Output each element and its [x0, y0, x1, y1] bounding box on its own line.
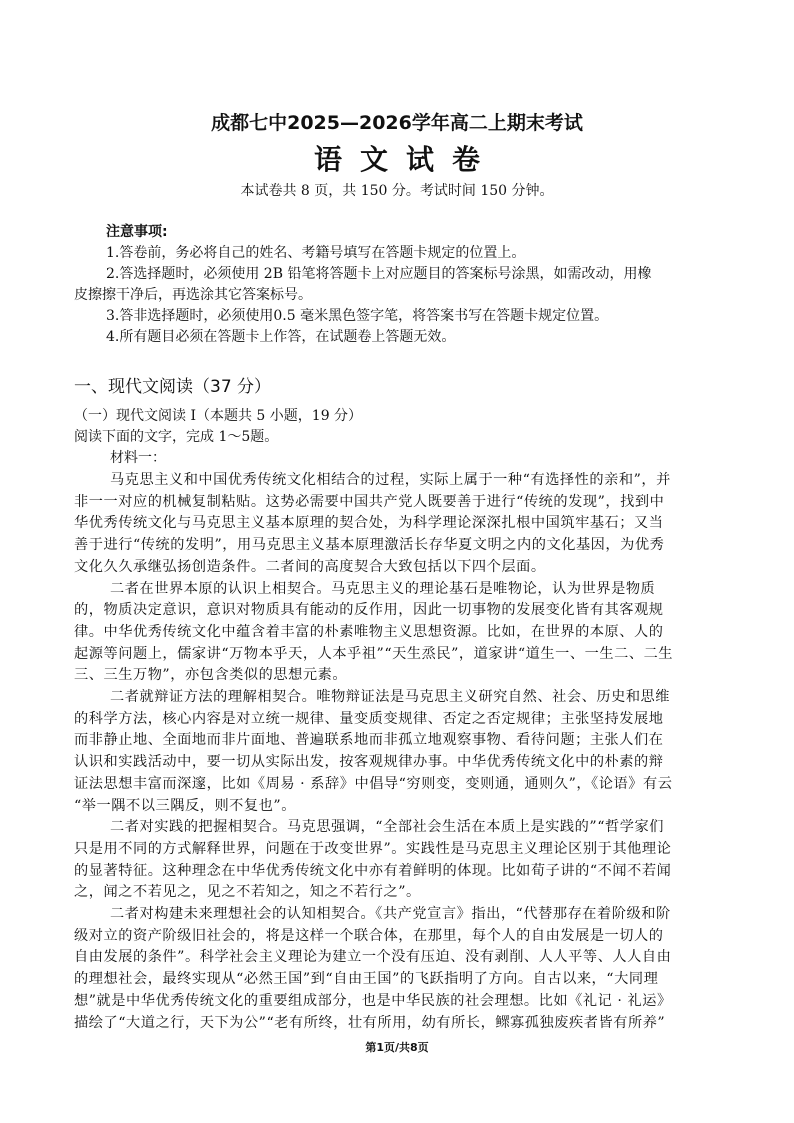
- passage-line: 只是用不同的方式解释世界，问题在于改变世界”。实践性是马克思主义理论区别于其他理论: [74, 841, 672, 857]
- passage-line: 起源等问题上，儒家讲“万物本乎天，人本乎祖”“天生烝民”，道家讲“道生一、一生二、二生: [74, 646, 674, 662]
- notice-line: 2.答选择题时，必须使用 2B 铅笔将答题卡上对应题目的答案标号涂黑，如需改动，用橡: [106, 266, 652, 282]
- passage-line: 想”就是中华优秀传统文化的重要组成部分，也是中华民族的社会理想。比如《礼记 · 礼运》: [74, 993, 672, 1009]
- passage-line: 自由发展的条件”。科学社会主义理论为建立一个没有压迫、没有剥削、人人平等、人人自由: [74, 949, 672, 965]
- instruction: 阅读下面的文字，完成 1～5题。: [74, 429, 279, 445]
- page-number: 第1页/共8页: [365, 1041, 429, 1054]
- passage-line: 认识和实践活动中，要一切从实际出发，按客观规律办事。中华优秀传统文化中的朴素的辩: [74, 754, 664, 770]
- passage-line: 二者对实践的把握相契合。马克思强调，“全部社会生活在本质上是实践的”“哲学家们: [110, 819, 664, 835]
- section-heading: 一、现代文阅读（37 分）: [74, 377, 272, 397]
- passage-line: 之，闻之不若见之，见之不若知之，知之不若行之”。: [74, 884, 421, 900]
- passage-line: 的科学方法，核心内容是对立统一规律、量变质变规律、否定之否定规律；主张坚持发展地: [74, 711, 664, 727]
- notice-line: 4.所有题目必须在答题卡上作答，在试题卷上答题无效。: [106, 329, 456, 345]
- notice-line: 皮擦擦干净后，再选涂其它答案标号。: [74, 287, 312, 303]
- passage-line: 二者在世界本原的认识上相契合。马克思主义的理论基石是唯物论，认为世界是物质: [110, 581, 656, 597]
- passage-line: 律。中华优秀传统文化中蕴含着丰富的朴素唯物主义思想资源。比如，在世界的本原、人的: [74, 624, 664, 640]
- passage-line: “举一隅不以三隅反，则不复也”。: [74, 798, 296, 814]
- passage-line: 级对立的资产阶级旧社会的，将是这样一个联合体，在那里，每个人的自由发展是一切人的: [74, 928, 664, 944]
- notice-line: 1.答卷前，务必将自己的姓名、考籍号填写在答题卡规定的位置上。: [106, 245, 526, 261]
- passage-line: 的显著特征。这种理念在中华优秀传统文化中亦有着鲜明的体现。比如荀子讲的“不闻不若闻: [74, 863, 672, 879]
- notice-heading: 注意事项:: [106, 224, 168, 240]
- passage-line: 而非静止地、全面地而非片面地、普遍联系地而非孤立地观察事物、看待问题；主张人们在: [74, 732, 664, 748]
- passage-line: 二者就辩证方法的理解相契合。唯物辩证法是马克思主义研究自然、社会、历史和思维: [110, 689, 671, 705]
- passage-line: 三、三生万物”，亦包含类似的思想元素。: [74, 667, 348, 683]
- exam-info: 本试卷共 8 页，共 150 分。考试时间 150 分钟。: [240, 183, 554, 199]
- passage-line: 证法思想丰富而深邃，比如《周易 · 系辞》中倡导“穷则变，变则通，通则久”，《论语》有云: [74, 776, 673, 792]
- passage-line: 非一一对应的机械复制粘贴。这势必需要中国共产党人既要善于进行“传统的发现”，找到中: [74, 494, 665, 510]
- subject-title: 语文试卷: [313, 143, 498, 176]
- passage-line: 二者对构建未来理想社会的认知相契合。《共产党宣言》指出，“代替那存在着阶级和阶: [110, 906, 671, 922]
- passage-line: 马克思主义和中国优秀传统文化相结合的过程，实际上属于一种“有选择性的亲和”，并: [110, 472, 671, 488]
- sub-heading: （一）现代文阅读 I（本题共 5 小题，19 分）: [74, 408, 363, 424]
- passage-line: 的理想社会，最终实现从“必然王国”到“自由王国”的飞跃指明了方向。自古以来，“大同理: [74, 971, 659, 987]
- material-label: 材料一：: [110, 450, 166, 466]
- passage-line: 的，物质决定意识，意识对物质具有能动的反作用，因此一切事物的发展变化皆有其客观规: [74, 602, 664, 618]
- passage-line: 华优秀传统文化与马克思主义基本原理的契合处，为科学理论深深扎根中国筑牢基石；又当: [74, 515, 664, 531]
- notice-line: 3.答非选择题时，必须使用0.5 毫米黑色签字笔，将答案书写在答题卡规定位置。: [106, 308, 609, 324]
- passage-line: 文化久久承继弘扬创造条件。二者间的高度契合大致包括以下四个层面。: [74, 559, 546, 575]
- exam-title: 成都七中2025—2026学年高二上期末考试: [211, 112, 583, 134]
- passage-line: 善于进行“传统的发明”，用马克思主义基本原理激活长存华夏文明之内的文化基因，为优秀: [74, 537, 665, 553]
- passage-line: 描绘了“大道之行，天下为公”“老有所终，壮有所用，幼有所长，鳏寡孤独废疾者皆有所养”: [74, 1015, 666, 1031]
